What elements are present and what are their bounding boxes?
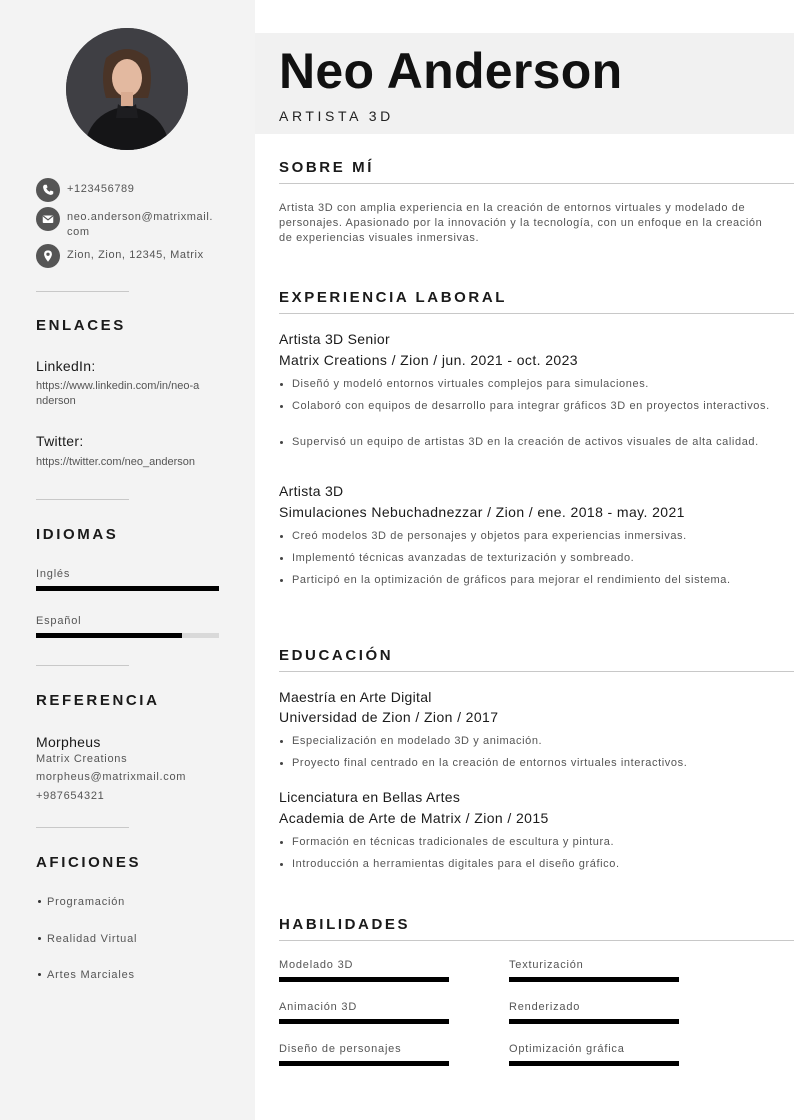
skill-level-bar	[509, 1019, 679, 1024]
education-heading: EDUCACIÓN	[279, 647, 394, 664]
skill-level-fill	[279, 1061, 449, 1066]
hobby-item	[36, 896, 125, 908]
about-heading: SOBRE MÍ	[279, 159, 374, 176]
linkedin-label: LinkedIn:	[36, 358, 96, 374]
language-level-fill	[36, 586, 219, 591]
sidebar-divider	[36, 665, 129, 666]
twitter-label: Twitter:	[36, 433, 84, 449]
candidate-role: ARTISTA 3D	[279, 108, 394, 124]
language-level-bar	[36, 633, 219, 638]
skill-level-fill	[279, 1019, 449, 1024]
job-bullet: Diseñó y modeló entornos virtuales complejos para simulaciones.	[279, 377, 774, 392]
skill-level-fill	[509, 1019, 679, 1024]
profile-photo	[66, 28, 188, 150]
skill-level-fill	[509, 977, 679, 982]
email-text-line1: neo.anderson@matrixmail.	[67, 211, 214, 223]
job-subtitle: Matrix Creations / Zion / jun. 2021 - oct. 2023	[279, 352, 578, 368]
degree-subtitle: Academia de Arte de Matrix / Zion / 2015	[279, 810, 549, 826]
sidebar-divider	[36, 827, 129, 828]
sidebar-divider	[36, 499, 129, 500]
reference-name: Morpheus	[36, 734, 101, 750]
degree-subtitle: Universidad de Zion / Zion / 2017	[279, 709, 499, 725]
degree-bullet: Proyecto final centrado en la creación de entornos virtuales interactivos.	[279, 756, 774, 771]
hobby-label: Programación	[47, 896, 126, 908]
section-rule	[279, 313, 794, 314]
bullet-dot	[38, 937, 41, 940]
links-heading: ENLACES	[36, 317, 126, 334]
hobby-label: Realidad Virtual	[47, 933, 138, 945]
phone-icon	[36, 178, 60, 202]
skill-name: Renderizado	[509, 1001, 581, 1013]
map-pin-icon	[36, 244, 60, 268]
address-text: Zion, Zion, 12345, Matrix	[67, 249, 204, 261]
bullet-dot	[38, 973, 41, 976]
envelope-icon	[36, 207, 60, 231]
skills-heading: HABILIDADES	[279, 916, 411, 933]
skill-level-fill	[279, 977, 449, 982]
language-name: Inglés	[36, 568, 71, 580]
language-name: Español	[36, 615, 82, 627]
skill-name: Texturización	[509, 959, 584, 971]
skill-level-bar	[509, 977, 679, 982]
degree-bullet: Formación en técnicas tradicionales de escultura y pintura.	[279, 835, 774, 850]
candidate-name: Neo Anderson	[279, 43, 623, 99]
hobbies-heading: AFICIONES	[36, 854, 142, 871]
contact-phone[interactable]	[36, 178, 134, 202]
job-bullet: Colaboró con equipos de desarrollo para integrar gráficos 3D en proyectos interactivos.	[279, 399, 774, 414]
languages-heading: IDIOMAS	[36, 526, 119, 543]
experience-heading: EXPERIENCIA LABORAL	[279, 289, 508, 306]
linkedin-url-line2[interactable]: nderson	[36, 395, 76, 407]
skill-name: Modelado 3D	[279, 959, 354, 971]
job-title: Artista 3D	[279, 483, 344, 499]
job-bullet: Supervisó un equipo de artistas 3D en la creación de activos visuales de alta calidad.	[279, 435, 774, 450]
skill-level-bar	[279, 1061, 449, 1066]
section-rule	[279, 183, 794, 184]
contact-email[interactable]	[36, 207, 213, 240]
reference-heading: REFERENCIA	[36, 692, 160, 709]
hobby-label: Artes Marciales	[47, 969, 135, 981]
about-text: Artista 3D con amplia experiencia en la creación de entornos virtuales y modelado de personajes. Apasionado por la innovación y la tecnología, con un enfoque en la creación de experiencias visuales inmersivas.	[279, 202, 763, 244]
skill-name: Animación 3D	[279, 1001, 358, 1013]
skill-name: Diseño de personajes	[279, 1043, 402, 1055]
sidebar-divider	[36, 291, 129, 292]
degree-bullet: Especialización en modelado 3D y animación.	[279, 734, 774, 749]
linkedin-url[interactable]	[36, 379, 221, 409]
skill-level-bar	[279, 1019, 449, 1024]
job-bullet: Participó en la optimización de gráficos para mejorar el rendimiento del sistema.	[279, 573, 774, 588]
contact-address	[36, 244, 204, 268]
skill-level-bar	[509, 1061, 679, 1066]
degree-bullet: Introducción a herramientas digitales para el diseño gráfico.	[279, 857, 774, 872]
sidebar	[0, 0, 255, 1120]
phone-text: +123456789	[67, 183, 135, 195]
job-subtitle: Simulaciones Nebuchadnezzar / Zion / ene. 2018 - may. 2021	[279, 504, 685, 520]
skill-level-fill	[509, 1061, 679, 1066]
hobby-item	[36, 933, 137, 945]
job-bullet: Creó modelos 3D de personajes y objetos para experiencias inmersivas.	[279, 529, 774, 544]
twitter-url[interactable]: https://twitter.com/neo_anderson	[36, 456, 195, 468]
bullet-dot	[38, 900, 41, 903]
reference-phone: +987654321	[36, 790, 105, 802]
language-level-bar	[36, 586, 219, 591]
job-bullet: Implementó técnicas avanzadas de texturización y sombreado.	[279, 551, 774, 566]
email-text-line2: com	[67, 226, 90, 238]
section-rule	[279, 671, 794, 672]
language-level-fill	[36, 633, 182, 638]
linkedin-url-line1[interactable]: https://www.linkedin.com/in/neo-a	[36, 380, 200, 392]
degree-title: Licenciatura en Bellas Artes	[279, 789, 461, 805]
hobby-item	[36, 969, 135, 981]
job-title: Artista 3D Senior	[279, 331, 390, 347]
reference-company: Matrix Creations	[36, 753, 128, 765]
section-rule	[279, 940, 794, 941]
reference-email[interactable]: morpheus@matrixmail.com	[36, 771, 187, 783]
skill-level-bar	[279, 977, 449, 982]
degree-title: Maestría en Arte Digital	[279, 689, 432, 705]
skill-name: Optimización gráfica	[509, 1043, 625, 1055]
